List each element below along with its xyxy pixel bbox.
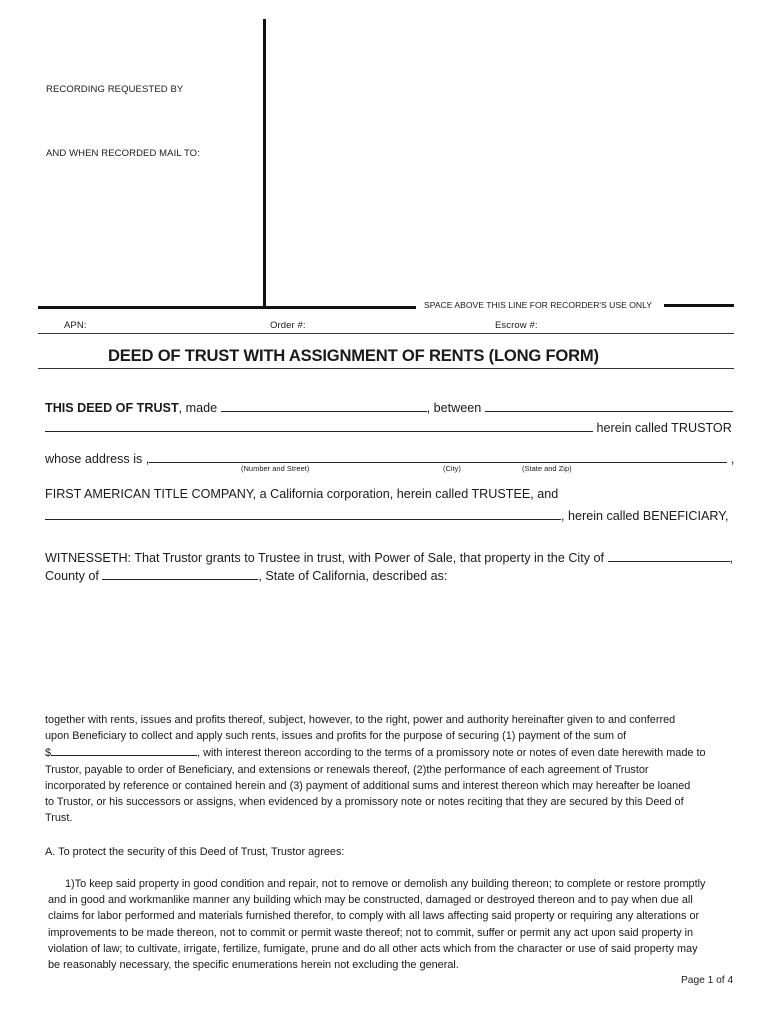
witnesseth-end-comma: , [729,551,734,565]
county-label: County of [45,569,99,583]
together-line-7: Trust. [45,812,73,825]
order-label: Order #: [270,320,306,331]
trustee-line: FIRST AMERICAN TITLE COMPANY, a California corporation, herein called TRUSTEE, and [45,487,559,501]
trustor-name-field-2[interactable] [45,419,593,432]
recording-requested-by-label: RECORDING REQUESTED BY [46,84,184,95]
page-number: Page 1 of 4 [681,975,734,986]
section-a-heading: A. To protect the security of this Deed of Trust, Trustor agrees: [45,846,345,858]
intro-line-1 [45,399,733,415]
title-rule [38,368,734,369]
item-1-line-1: 1)To keep said property in good condition and repair, not to remove or demolish any building thereon; to complete or restore promptly [65,878,706,890]
address-line [45,450,734,466]
county-line [45,567,447,583]
mail-to-label: AND WHEN RECORDED MAIL TO: [46,148,200,159]
address-city-caption: (City) [443,464,461,473]
apn-rule [38,333,734,334]
trustor-address-field[interactable] [149,450,727,463]
item-1-line-5: violation of law; to cultivate, irrigate, fertilize, fumigate, prune and do all other acts which from the character or use of said property may [48,942,698,955]
witnesseth-text: WITNESSETH: That Trustor grants to Trustee in trust, with Power of Sale, that property in the City of [45,551,605,565]
document-title: DEED OF TRUST WITH ASSIGNMENT OF RENTS (LONG FORM) [108,346,599,365]
trustor-name-field[interactable] [485,399,733,412]
between-text: , between [426,401,482,415]
dollar-sign: $ [45,747,52,760]
together-line-1: together with rents, issues and profits thereof, subject, however, to the right, power and authority hereinafter given to and conferred [45,714,676,726]
intro-line-2 [45,419,732,435]
recorder-rule-right [664,304,734,307]
state-suffix: , State of California, described as: [258,569,448,583]
item-1-line-4: improvements to be made thereon, not to commit or permit waste thereof; not to commit, suffer or permit any act upon said property in [48,926,694,939]
recorder-space-label: SPACE ABOVE THIS LINE FOR RECORDER'S USE ONLY [424,300,652,310]
made-date-field[interactable] [221,399,427,412]
item-1-line-2: and in good and workmanlike manner any building which may be constructed, damaged or destroyed thereon and to pay when due all [48,894,693,907]
whose-address-label: whose address is , [45,452,150,466]
beneficiary-suffix: , herein called BENEFICIARY, [561,509,729,523]
apn-label: APN: [64,320,87,331]
address-state-zip-caption: (State and Zip) [522,464,572,473]
recorder-divider-vertical [263,19,266,308]
section-a-item-1 [48,876,748,973]
together-line-4: Trustor, payable to order of Beneficiary, and extensions or renewals thereof, (2)the performance of each agreement of Trustor [45,763,649,776]
together-line-6: to Trustor, or his successors or assigns, when evidenced by a promissory note or notes reciting that they are secured by this Deed of [45,796,684,809]
sum-amount-field[interactable] [51,744,197,756]
trustor-suffix: herein called TRUSTOR [596,421,732,435]
address-street-caption: (Number and Street) [241,464,310,473]
city-field[interactable] [608,549,730,562]
intro-lead: THIS DEED OF TRUST [45,401,179,415]
together-line-5: incorporated by reference or contained herein and (3) payment of additional sums and interest thereon which may hereafter be loaned [45,779,691,792]
recorder-rule-left [38,306,416,309]
beneficiary-line [45,507,729,523]
beneficiary-name-field[interactable] [45,507,561,520]
together-line-3 [45,744,745,761]
together-line-2: upon Beneficiary to collect and apply such rents, issues and profits for the purpose of securing (1) payment of the sum of [45,730,627,743]
address-end-comma: , [730,452,735,466]
witnesseth-line [45,549,733,565]
together-paragraph [45,712,745,826]
together-line-3-rest: , with interest thereon according to the terms of a promissory note or notes of even date herewith made to [197,747,706,760]
made-text: , made [178,401,218,415]
county-field[interactable] [102,567,258,580]
item-1-line-3: claims for labor performed and materials furnished therefor, to comply with all laws affecting said property or requiring any alterations or [48,910,700,923]
escrow-label: Escrow #: [495,320,538,331]
item-1-line-6: be reasonably necessary, the specific enumerations herein not excluding the general. [48,959,459,972]
